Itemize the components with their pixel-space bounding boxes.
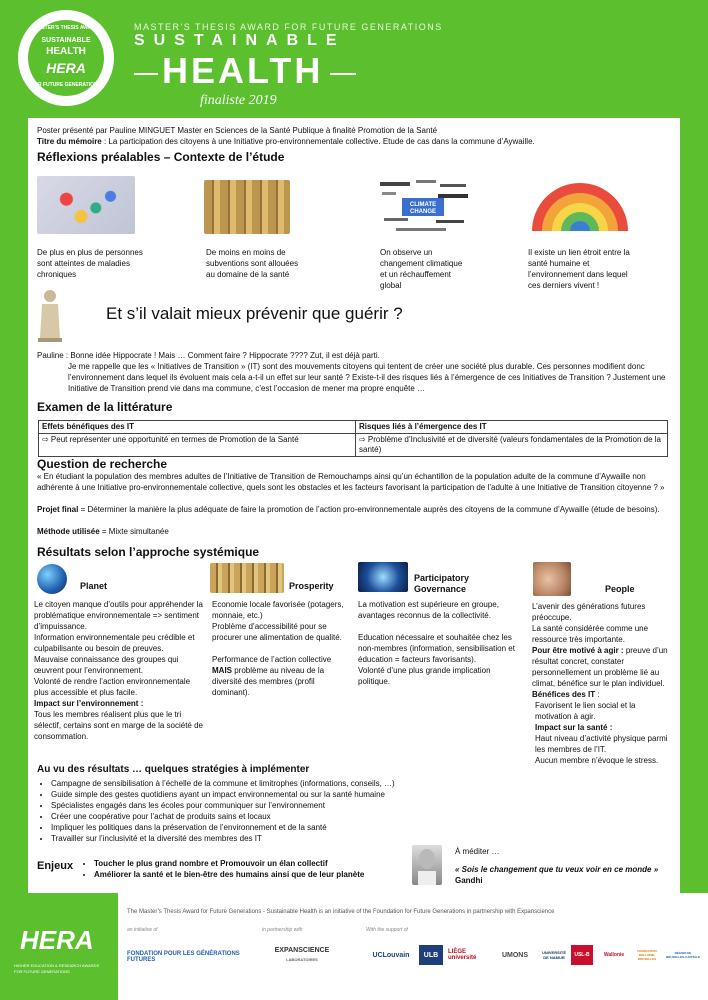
projet-text: = Déterminer la manière la plus adéquate de faire la promotion de l’action pro-environnementale auprès des citoyens de la commune d’Aywaille (étude de besoins). bbox=[78, 505, 660, 514]
badge-bottom-text: FOR FUTURE GENERATIONS bbox=[31, 82, 101, 88]
footer-support-label: With the support of bbox=[366, 927, 408, 933]
bruxelles-logo: RÉGION DE BRUXELLES-CAPITALE bbox=[666, 951, 700, 959]
health-title: HEALTH bbox=[162, 50, 324, 91]
prosperity-text bbox=[212, 599, 350, 698]
title-rule-left bbox=[134, 73, 158, 75]
people-benef-line bbox=[532, 689, 672, 700]
svg-text:CLIMATE: CLIMATE bbox=[409, 202, 437, 208]
footer-hera-band bbox=[0, 893, 118, 1000]
meditation-quote: « Sois le changement que tu veux voir en ce monde » bbox=[455, 865, 659, 874]
methode bbox=[37, 526, 669, 537]
literature-col1-text: ⇨ Peut représenter une opportunité en termes de Promotion de la Santé bbox=[39, 434, 356, 457]
title-rule-right bbox=[330, 73, 356, 75]
fondation-logo: FONDATION POUR LES GÉNÉRATIONS FUTURES bbox=[127, 951, 240, 963]
context-caption-1: De plus en plus de personnes sont atteintes de maladies chroniques bbox=[37, 248, 143, 279]
sustainable-title: SUSTAINABLE bbox=[134, 32, 346, 49]
people-benef-text: Favorisent le lien social et la motivation à agir. bbox=[535, 701, 636, 721]
context-heading: Réflexions préalables – Contexte de l’étude bbox=[37, 150, 285, 164]
strategies-list-wrap bbox=[37, 778, 637, 844]
people-text bbox=[532, 601, 672, 766]
prosperity-mais: MAIS bbox=[212, 666, 232, 675]
governance-text bbox=[358, 599, 516, 687]
dialogue-line-2: Je me rappelle que les « Initiatives de Transition » (IT) sont des mouvements citoyens qui tentent de créer une société plus durable. Ces personnes modifient donc l’environnement dans lequel ils évoluent mais cela a-t-il un effet sur leur santé ? Existe-t-il des risques liés à l’émergence de ces Initiatives de Transition ? Justement une Initiative de Transition prend vie dans ma commune, c’est l’occasion de mener ma propre enquête … bbox=[68, 362, 666, 393]
planet-impact-label: Impact sur l’environnement : bbox=[34, 699, 144, 708]
health-determinants-image bbox=[528, 175, 632, 233]
prosperity-spacer bbox=[212, 643, 350, 654]
thesis-title-line bbox=[37, 136, 667, 147]
projet-final bbox=[37, 504, 669, 515]
literature-body-row bbox=[39, 434, 668, 457]
climate-wordcloud-image bbox=[376, 176, 474, 236]
svg-text:CHANGE: CHANGE bbox=[409, 209, 437, 215]
people-benef-colon: : bbox=[595, 690, 600, 699]
enjeux-item: • Toucher le plus grand nombre et Promouvoir un élan collectif bbox=[94, 858, 400, 869]
literature-col1-head: Effets bénéfiques des IT bbox=[39, 421, 356, 434]
literature-heading: Examen de la littérature bbox=[37, 400, 173, 414]
footer bbox=[0, 893, 708, 1000]
prosperity-p4: problème au niveau de la diversité des membres (profil dominant). bbox=[212, 666, 325, 697]
federation-logo: FÉDÉRATION WALLONIE-BRUXELLES bbox=[637, 949, 657, 961]
methode-text: = Mixte simultanée bbox=[99, 527, 169, 536]
literature-col2-text: ⇨ Problème d’Inclusivité et de diversité (valeurs fondamentales de la Promotion de la santé) bbox=[356, 434, 668, 457]
hera-subtitle: HIGHER EDUCATION & RESEARCH AWARDS FOR FUTURE GENERATIONS bbox=[14, 963, 100, 974]
enjeux-item: • Améliorer la santé et le bien-être des humains ainsi que de leur planète bbox=[94, 869, 400, 880]
coins-image bbox=[204, 180, 290, 234]
projet-label: Projet final bbox=[37, 505, 79, 514]
governance-p2: Education nécessaire et souhaitée chez les non-membres (information, sensibilisation et éducation = facteurs favorisants). bbox=[358, 633, 515, 664]
award-title: MASTER'S THESIS AWARD FOR FUTURE GENERATIONS bbox=[134, 22, 443, 32]
planet-title: Planet bbox=[80, 581, 108, 591]
literature-table bbox=[38, 420, 668, 457]
people-motive bbox=[532, 645, 672, 689]
strategies-heading: Au vu des résultats … quelques stratégies à implémenter bbox=[37, 764, 310, 775]
expanscience-sub: LABORATOIRES bbox=[286, 956, 318, 962]
big-question: Et s’il valait mieux prévenir que guérir ? bbox=[106, 304, 403, 323]
hera-logo: HERA bbox=[20, 925, 94, 955]
context-caption-3: On observe un changement climatique et un réchauffement global bbox=[380, 248, 463, 290]
context-caption-2: De moins en moins de subventions sont allouées au domaine de la santé bbox=[206, 248, 299, 279]
people-p1: L’avenir des générations futures préoccupe. bbox=[532, 602, 646, 622]
people-title: People bbox=[605, 584, 635, 594]
strategy-item: • Créer une coopérative pour l’achat de produits sains et locaux bbox=[51, 811, 637, 822]
planet-p4: Volonté de rendre l’action environnementale plus accessible et plus facile. bbox=[34, 677, 191, 697]
hippocrates-statue-image bbox=[36, 288, 64, 342]
context-caption-4: Il existe un lien étroit entre la santé humaine et l’environnement dans lequel ces derniers vivent ! bbox=[528, 248, 630, 290]
planet-impact-text: Tous les membres réalisent plus que le tri sélectif, certains sont en marge de la société de consommation. bbox=[34, 710, 203, 741]
governance-title-1: Participatory bbox=[414, 573, 470, 583]
prosperity-title: Prosperity bbox=[289, 581, 334, 591]
people-p2: La santé considérée comme une ressource très importante. bbox=[532, 624, 649, 644]
badge-top-text: MASTER'S THESIS AWARD bbox=[33, 25, 99, 31]
header bbox=[0, 0, 708, 118]
saint-louis-logo: USL-B bbox=[571, 945, 593, 965]
ulb-logo: ULB bbox=[419, 945, 443, 965]
gandhi-portrait-image bbox=[412, 845, 442, 885]
literature-col2-head: Risques liés à l’émergence des IT bbox=[356, 421, 668, 434]
prosperity-p3: Performance de l’action collective bbox=[212, 655, 332, 664]
wordcloud-graphic bbox=[376, 176, 474, 236]
namur-logo: UNIVERSITÉ DE NAMUR bbox=[542, 950, 567, 960]
governance-globe-image bbox=[358, 562, 408, 592]
meditation-author: Gandhi bbox=[455, 876, 483, 885]
prosperity-coins-image bbox=[210, 563, 284, 593]
badge-sustainable: SUSTAINABLE bbox=[41, 37, 91, 44]
strategy-item: • Impliquer les politiques dans la préservation de l’environnement et de la santé bbox=[51, 822, 637, 833]
dialogue-line-1: Pauline : Bonne idée Hippocrate ! Mais … Comment faire ? Hippocrate ???? Zut, il est déjà parti. bbox=[37, 351, 380, 360]
planet-p3: Mauvaise connaissance des groupes qui œuvrent pour l’environnement. bbox=[34, 655, 179, 675]
footer-initiative-label: an initiative of bbox=[127, 927, 158, 933]
thesis-title: : La participation des citoyens à une Initiative pro-environnementale collective. Etude de cas dans la commune d’Aywaille. bbox=[101, 137, 535, 146]
people-hands-image bbox=[533, 562, 571, 596]
methode-label: Méthode utilisée bbox=[37, 527, 100, 536]
meditation-intro: À méditer … bbox=[455, 847, 500, 856]
strategies-list bbox=[37, 778, 637, 844]
strategy-item: • Guide simple des gestes quotidiens ayant un impact environnemental ou sur la santé humaine bbox=[51, 789, 637, 800]
statue-graphic bbox=[36, 288, 64, 342]
prosperity-p2: Problème d’accessibilité pour se procurer une alimentation de qualité. bbox=[212, 622, 342, 642]
literature-header-row bbox=[39, 421, 668, 434]
prosperity-p1: Economie locale favorisée (potagers, monnaie, etc.) bbox=[212, 600, 344, 620]
people-motive-text: preuve d’un résultat concret, constater personnellement un problème lié au climat, bénéfice sur le plan individuel. bbox=[532, 646, 668, 688]
wallonie-logo: Wallonie bbox=[603, 952, 625, 958]
umons-logo: UMONS bbox=[501, 951, 529, 959]
determinants-rainbow bbox=[528, 175, 632, 233]
liege-logo: LIÈGE université bbox=[448, 949, 477, 961]
strategy-item: • Travailler sur l’inclusivité et la diversité des membres des IT bbox=[51, 833, 637, 844]
people-benef-label: Bénéfices des IT bbox=[532, 690, 596, 699]
people-stress: Aucun membre n’évoque le stress. bbox=[535, 756, 659, 765]
presented-by: Poster présenté par Pauline MINGUET Master en Sciences de la Santé Publique à finalité Promotion de la Santé bbox=[37, 126, 438, 135]
prosperity-p4-line bbox=[212, 665, 350, 698]
badge-hera-logo: HERA bbox=[46, 60, 86, 76]
governance-spacer bbox=[358, 621, 516, 632]
footer-partnership-label: in partnership with bbox=[262, 927, 303, 933]
enjeux-list-wrap bbox=[80, 858, 400, 880]
governance-title-2: Governance bbox=[414, 584, 467, 594]
strategy-item: • Spécialistes engagés dans les écoles pour communiquer sur l’environnement bbox=[51, 800, 637, 811]
results-heading: Résultats selon l’approche systémique bbox=[37, 545, 260, 559]
footer-tagline: The Master’s Thesis Award for Future Generations - Sustainable Health is an initiative of the Foundation for Future Generations in partnership with Expanscience bbox=[127, 909, 555, 915]
governance-title bbox=[414, 573, 469, 595]
governance-p3: Volonté d’une plus grande implication politique. bbox=[358, 666, 491, 686]
expanscience-logo: EXPANSCIENCE bbox=[274, 946, 330, 954]
people-impact-text: Haut niveau d’activité physique parmi les membres de l’IT. bbox=[535, 734, 668, 754]
strategy-item: • Campagne de sensibilisation à l’échelle de la commune et limitrophes (informations, conseils, …) bbox=[51, 778, 637, 789]
governance-p1: La motivation est supérieure en groupe, avantages reconnus de la collectivité. bbox=[358, 600, 499, 620]
people-impact-label: Impact sur la santé : bbox=[535, 723, 613, 732]
people-motive-label: Pour être motivé à agir : bbox=[532, 646, 624, 655]
badge-health: HEALTH bbox=[46, 46, 86, 57]
poster-body bbox=[28, 118, 680, 893]
uclouvain-logo: UCLouvain bbox=[372, 951, 410, 959]
planet-p2: Information environnementale peu crédible et culpabilisante ou besoin de preuves. bbox=[34, 633, 195, 653]
enjeux-list bbox=[80, 858, 400, 880]
planet-text bbox=[34, 599, 204, 742]
pills-image bbox=[37, 176, 135, 234]
thesis-label: Titre du mémoire bbox=[37, 137, 102, 146]
finaliste-label: finaliste 2019 bbox=[200, 93, 277, 108]
planet-p1: Le citoyen manque d’outils pour appréhender la problématique environnementale => sentiment d’impuissance. bbox=[34, 600, 204, 631]
enjeux-label: Enjeux bbox=[37, 860, 74, 872]
gandhi-graphic bbox=[412, 845, 442, 885]
research-heading: Question de recherche bbox=[37, 457, 168, 471]
planet-earth-image bbox=[37, 564, 67, 594]
award-badge bbox=[18, 10, 114, 106]
research-question: « En étudiant la population des membres adultes de l’Initiative de Transition de Remouchamps ainsi qu’un échantillon de la population adulte de la commune d’Aywaille non adhérente à une Initiative pro-environnementale collective, quels sont les obstacles et les facteurs favorisant la participation de l’adulte à une Initiative de Transition citoyenne ? » bbox=[37, 472, 665, 492]
